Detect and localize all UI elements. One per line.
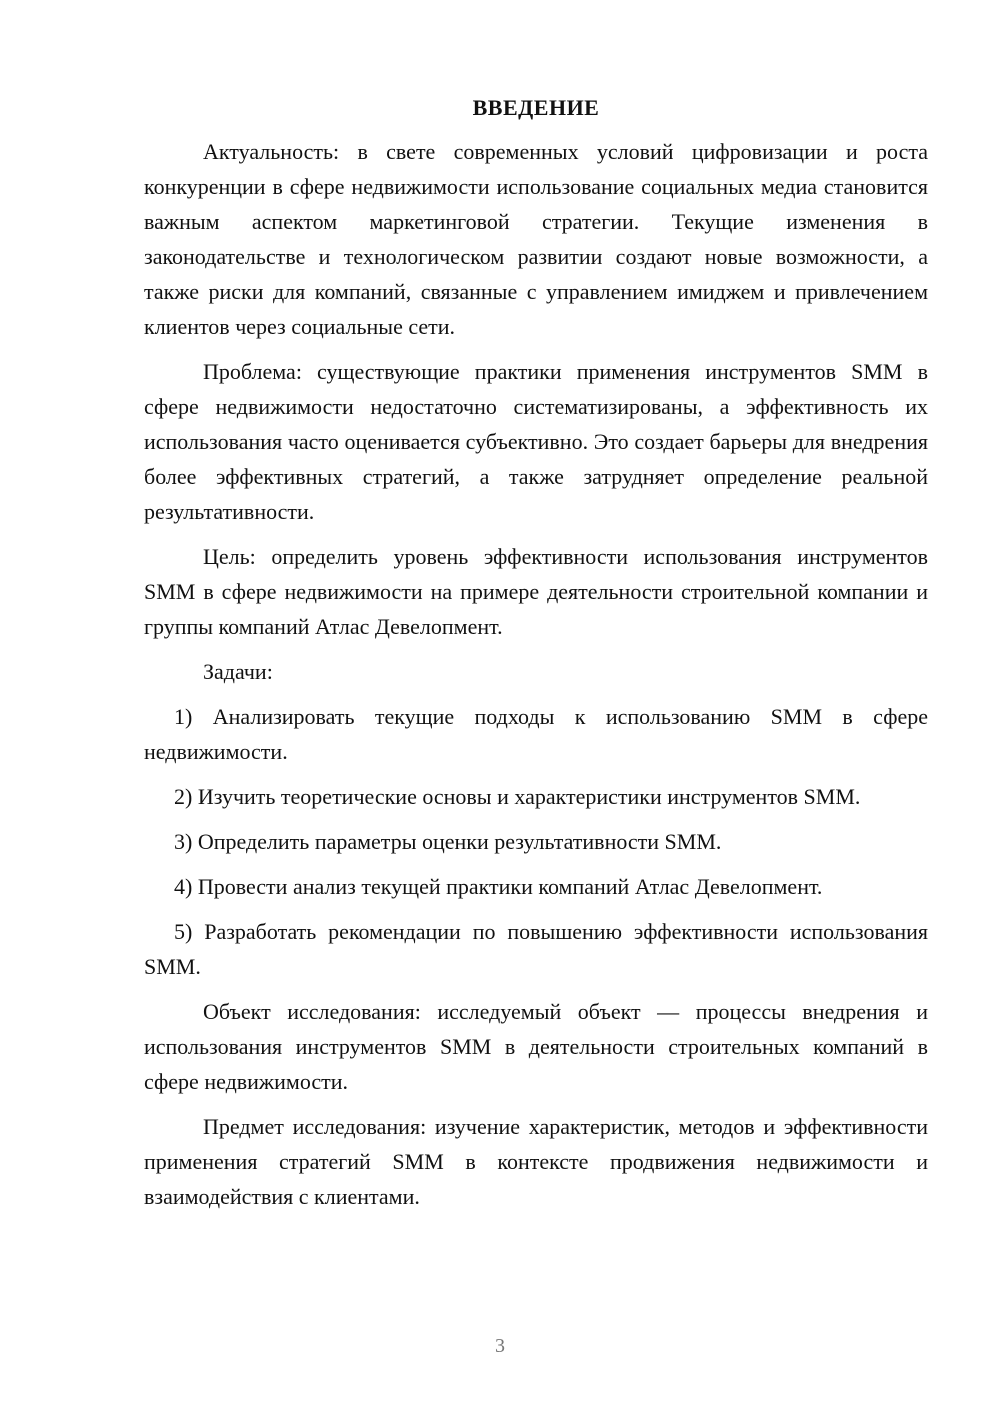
paragraph-object: Объект исследования: исследуемый объект — процессы внедрения и использования инструментов SMM в деятельности строительных компаний в сфере недвижимости.: [144, 999, 928, 1094]
paragraph-problem: Проблема: существующие практики применения инструментов SMM в сфере недвижимости недостаточно систематизированы, а эффективность их использования часто оценивается субъективно. Это создает барьеры для внедрения более эффективных стратегий, а также затрудняет определение реальной результативности.: [144, 359, 928, 524]
paragraph-goal: Цель: определить уровень эффективности использования инструментов SMM в сфере недвижимости на примере деятельности строительной компании и группы компаний Атлас Девелопмент.: [144, 544, 928, 639]
paragraph-subject: Предмет исследования: изучение характеристик, методов и эффективности применения стратегий SMM в контексте продвижения недвижимости и взаимодействия с клиентами.: [144, 1114, 928, 1209]
task-item-1: 1) Анализировать текущие подходы к использованию SMM в сфере недвижимости.: [144, 704, 928, 764]
task-item-5: 5) Разработать рекомендации по повышению эффективности использования SMM.: [144, 919, 928, 979]
task-item-4: 4) Провести анализ текущей практики компаний Атлас Девелопмент.: [174, 874, 823, 899]
section-heading: ВВЕДЕНИЕ: [472, 95, 600, 120]
task-item-2: 2) Изучить теоретические основы и характеристики инструментов SMM.: [174, 784, 861, 809]
page-number: 3: [495, 1335, 505, 1357]
paragraph-tasks-label: Задачи:: [203, 659, 273, 684]
document-page: [144, 90, 928, 1224]
task-item-3: 3) Определить параметры оценки результативности SMM.: [174, 829, 722, 854]
paragraph-relevance: Актуальность: в свете современных условий цифровизации и роста конкуренции в сфере недвижимости использование социальных медиа становится важным аспектом маркетинговой стратегии. Текущие изменения в законодательстве и технологическом развитии создают новые возможности, а также риски для компаний, связанные с управлением имиджем и привлечением клиентов через социальные сети.: [144, 139, 928, 339]
